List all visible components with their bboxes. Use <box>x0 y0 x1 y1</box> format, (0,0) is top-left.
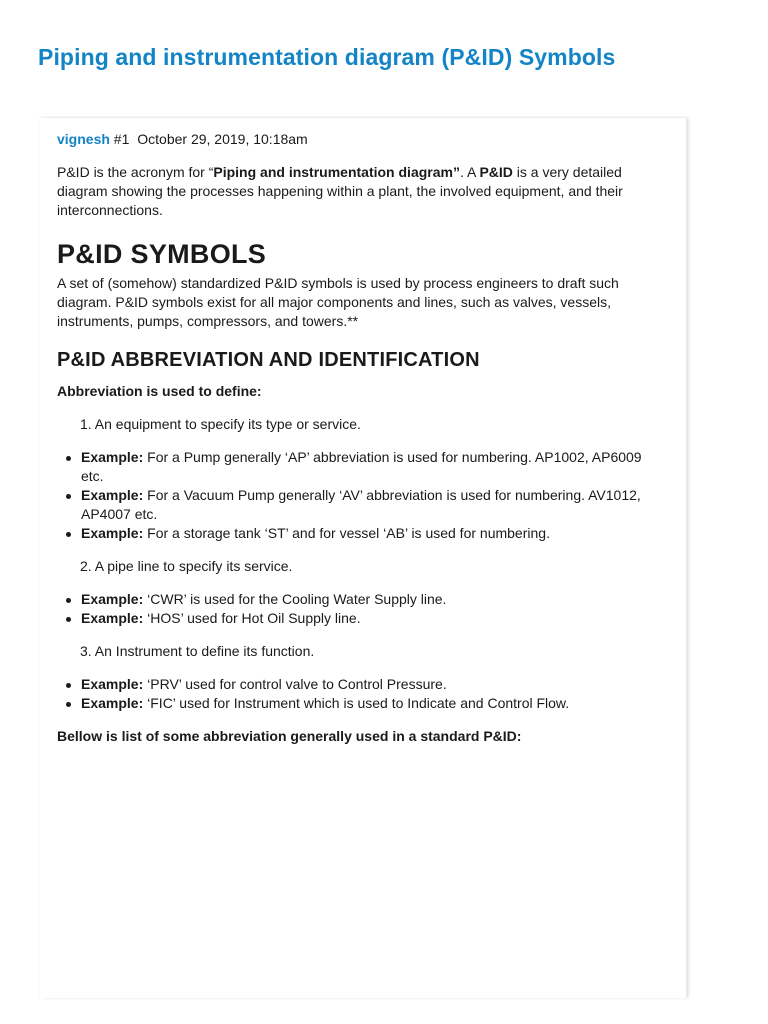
post-meta <box>57 130 667 149</box>
list-item: Example: ‘HOS’ used for Hot Oil Supply line. <box>81 609 667 628</box>
numbered-item: 3. An Instrument to define its function. <box>80 643 315 659</box>
section-heading: P&ID SYMBOLS <box>57 239 267 269</box>
abbreviation-heading: Abbreviation is used to define: <box>57 383 262 399</box>
list-item: Example: ‘FIC’ used for Instrument which is used to Indicate and Control Flow. <box>81 694 667 713</box>
post-number[interactable]: #1 <box>113 131 130 147</box>
post-date[interactable]: October 29, 2019, 10:18am <box>137 131 308 147</box>
list-item: Example: ‘CWR’ is used for the Cooling Water Supply line. <box>81 590 667 609</box>
symbols-paragraph: A set of (somehow) standardized P&ID symbols is used by process engineers to draft such diagram. P&ID symbols exist for all major components and lines, such as valves, vessels, instruments, pumps, compressors, and towers.** <box>57 275 619 329</box>
numbered-item: 2. A pipe line to specify its service. <box>80 558 293 574</box>
list-item: Example: For a Pump generally ‘AP’ abbreviation is used for numbering. AP1002, AP6009 etc. <box>81 448 667 486</box>
list-item: Example: For a Vacuum Pump generally ‘AV’ abbreviation is used for numbering. AV1012, AP4007 etc. <box>81 486 667 524</box>
page-title[interactable]: Piping and instrumentation diagram (P&ID) Symbols <box>38 44 616 70</box>
subsection-heading: P&ID ABBREVIATION AND IDENTIFICATION <box>57 349 480 371</box>
below-heading: Bellow is list of some abbreviation generally used in a standard P&ID: <box>57 728 522 744</box>
numbered-item: 1. An equipment to specify its type or service. <box>80 416 361 432</box>
list-item: Example: ‘PRV’ used for control valve to Control Pressure. <box>81 675 667 694</box>
example-list <box>57 590 667 628</box>
example-list <box>57 675 667 713</box>
post-content <box>57 130 667 746</box>
author-link[interactable]: vignesh <box>57 131 110 147</box>
example-list <box>57 448 667 543</box>
intro-paragraph: P&ID is the acronym for “Piping and instrumentation diagram”. A P&ID is a very detailed diagram showing the processes happening within a plant, the involved equipment, and their interconnections. <box>57 164 623 218</box>
list-item: Example: For a storage tank ‘ST’ and for vessel ‘AB’ is used for numbering. <box>81 524 667 543</box>
